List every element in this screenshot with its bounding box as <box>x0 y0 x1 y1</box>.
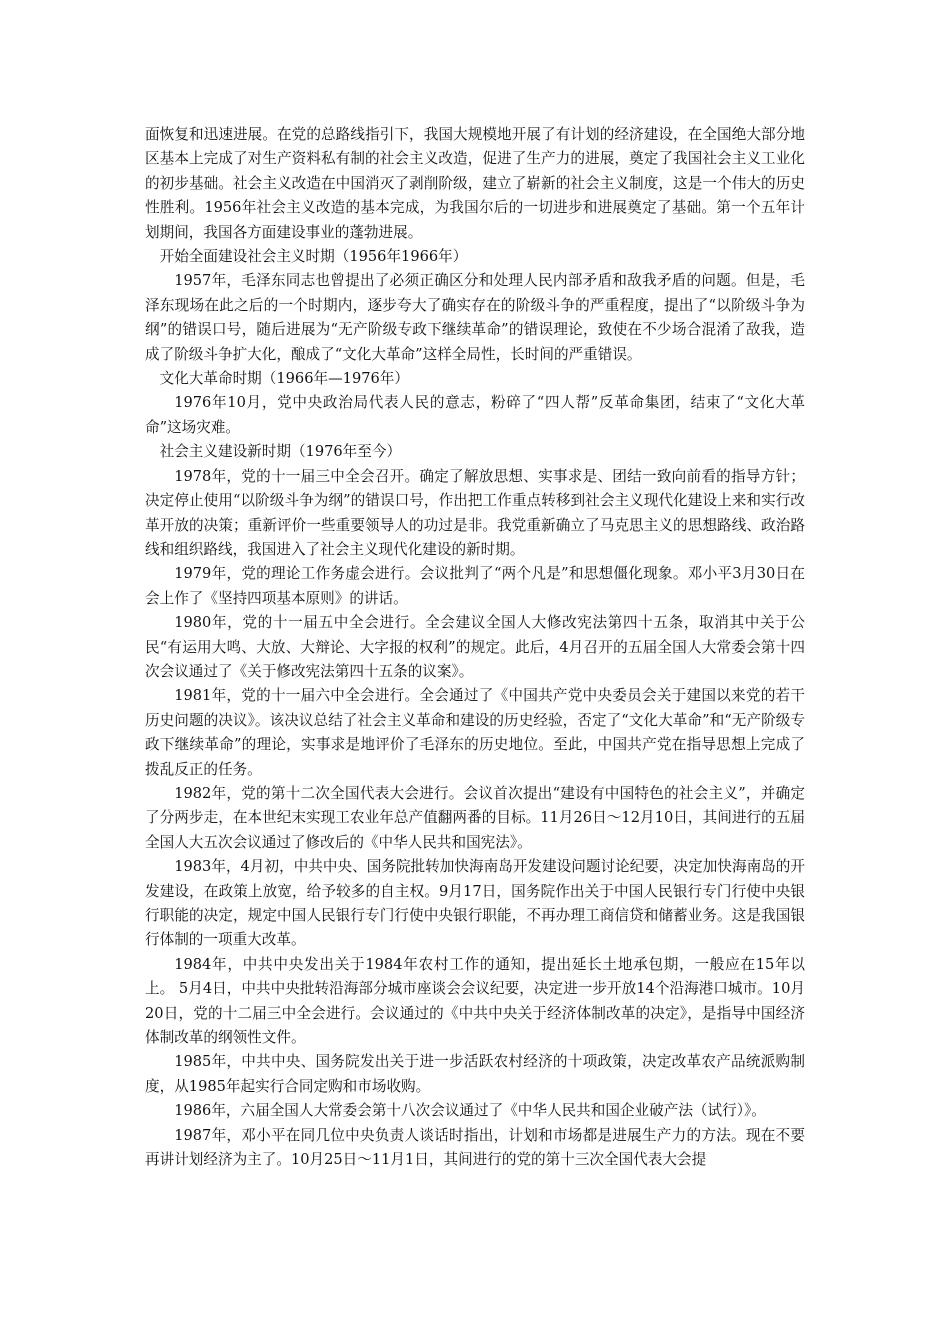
paragraph: 1984年，中共中央发出关于1984年农村工作的通知，提出延长土地承包期，一般应在15年以上。 5月4日，中共中央批转沿海部分城市座谈会会议纪要，决定进一步开放14个沿海港口城市。10月20日，党的十二届三中全会进行。会议通过的《中共中央关于经济体制改革的决定》，是指导中国经济体制改革的纲领性文件。 <box>145 955 805 1047</box>
paragraph: 面恢复和迅速进展。在党的总路线指引下，我国大规模地开展了有计划的经济建设，在全国绝大部分地区基本上完成了对生产资料私有制的社会主义改造，促进了生产力的进展，奠定了我国社会主义工业化的初步基础。社会主义改造在中国消灭了剥削阶级，建立了崭新的社会主义制度，这是一个伟大的历史性胜利。1956年社会主义改造的基本完成，为我国尔后的一切进步和进展奠定了基础。第一个五年计划期间，我国各方面建设事业的蓬勃进展。 <box>145 126 805 241</box>
paragraph: 1981年，党的十一届六中全会进行。全会通过了《中国共产党中央委员会关于建国以来党的若干历史问题的决议》。该决议总结了社会主义革命和建设的历史经验，否定了“文化大革命”和“无产阶级专政下继续革命”的理论，实事求是地评价了毛泽东的历史地位。至此，中国共产党在指导思想上完成了拨乱反正的任务。 <box>145 687 805 778</box>
document-page <box>145 123 805 1172</box>
paragraph: 1985年，中共中央、国务院发出关于进一步活跃农村经济的十项政策，决定改革农产品统派购制度，从1985年起实行合同定购和市场收购。 <box>145 1053 805 1095</box>
paragraph: 1979年，党的理论工作务虚会进行。会议批判了“两个凡是”和思想僵化现象。邓小平3月30日在会上作了《坚持四项基本原则》的讲话。 <box>145 565 805 607</box>
section-heading: 社会主义建设新时期（1976年至今） <box>159 443 402 461</box>
paragraph: 1986年，六届全国人大常委会第十八次会议通过了《中华人民共和国企业破产法（试行）》。 <box>174 1102 766 1120</box>
paragraph: 1976年10月，党中央政治局代表人民的意志，粉碎了“四人帮”反革命集团，结束了“文化大革命”这场灾难。 <box>145 394 805 436</box>
paragraph: 1987年，邓小平在同几位中央负责人谈话时指出，计划和市场都是进展生产力的方法。现在不要再讲计划经济为主了。10月25日～11月1日，其间进行的党的第十三次全国代表大会提 <box>145 1126 805 1169</box>
paragraph: 1980年，党的十一届五中全会进行。全会建议全国人大修改宪法第四十五条，取消其中关于公民“有运用大鸣、大放、大辩论、大字报的权利”的规定。此后，4月召开的五届全国人大常委会第十四次会议通过了《关于修改宪法第四十五条的议案》。 <box>145 614 805 680</box>
paragraph: 1983年，4月初，中共中央、国务院批转加快海南岛开发建设问题讨论纪要，决定加快海南岛的开发建设，在政策上放宽，给予较多的自主权。9月17日，国务院作出关于中国人民银行专门行使中央银行职能的决定，规定中国人民银行专门行使中央银行职能，不再办理工商信贷和储蓄业务。这是我国银行体制的一项重大改革。 <box>145 858 805 949</box>
paragraph: 1982年，党的第十二次全国代表大会进行。会议首次提出“建设有中国特色的社会主义”，并确定了分两步走，在本世纪末实现工农业年总产值翻两番的目标。11月26日～12月10日，其间进行的五届全国人大五次会议通过了修改后的《中华人民共和国宪法》。 <box>145 784 805 851</box>
section-heading: 开始全面建设社会主义时期（1956年1966年） <box>159 248 468 266</box>
paragraph: 1978年，党的十一届三中全会召开。确定了解放思想、实事求是、团结一致向前看的指导方针；决定停止使用“以阶级斗争为纲”的错误口号，作出把工作重点转移到社会主义现代化建设上来和实行改革开放的决策；重新评价一些重要领导人的功过是非。我党重新确立了马克思主义的思想路线、政治路线和组织路线，我国进入了社会主义现代化建设的新时期。 <box>145 467 805 558</box>
section-heading: 文化大革命时期（1966年—1976年） <box>159 370 409 388</box>
paragraph: 1957年，毛泽东同志也曾提出了必须正确区分和处理人民内部矛盾和敌我矛盾的问题。但是，毛泽东现场在此之后的一个时期内，逐步夸大了确实存在的阶级斗争的严重程度，提出了“以阶级斗争为纲”的错误口号，随后进展为“无产阶级专政下继续革命”的错误理论，致使在不少场合混淆了敌我，造成了阶级斗争扩大化，酿成了“文化大革命”这样全局性，长时间的严重错误。 <box>145 272 805 363</box>
